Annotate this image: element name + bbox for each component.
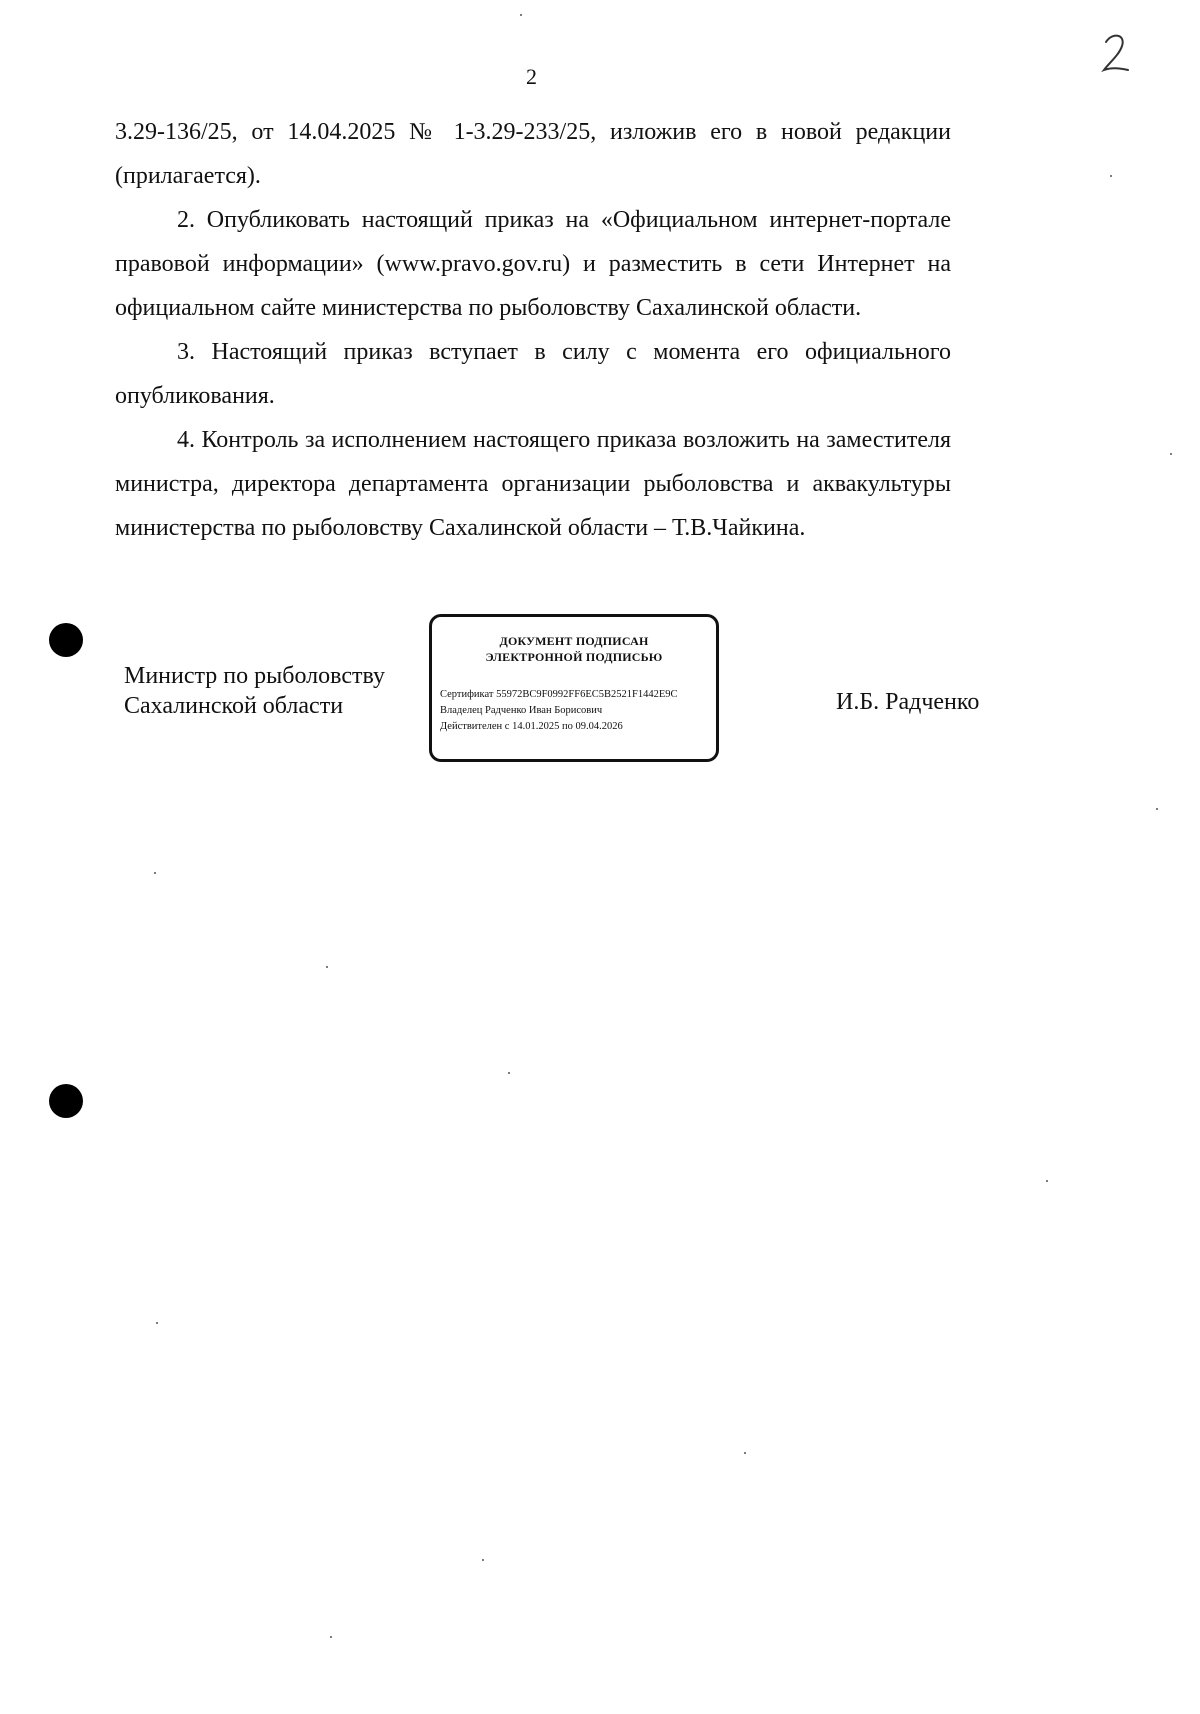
order-body-text: [115, 110, 951, 550]
scan-speck: [1156, 808, 1158, 810]
scan-speck: [1110, 175, 1112, 177]
scan-speck: [520, 14, 522, 16]
stamp-heading: [432, 633, 716, 665]
minister-title-line-2: Сахалинской области: [124, 693, 344, 719]
scan-speck: [482, 1559, 484, 1561]
stamp-owner: Владелец Радченко Иван Борисович: [440, 705, 603, 716]
paragraph-publication: 2. Опубликовать настоящий приказ на «Официальном интернет-портале правовой информации» (www.pravo.gov.ru) и разместить в сети Интернет на официальном сайте министерства по рыболовству Сахалинской области.: [115, 207, 951, 321]
scan-speck: [156, 1322, 158, 1324]
hole-punch-upper: [49, 623, 83, 657]
paragraph-control: 4. Контроль за исполнением настоящего приказа возложить на заместителя министра, директора департамента организации рыболовства и аквакультуры министерства по рыболовству Сахалинской области – Т.В.Чайкина.: [115, 427, 951, 541]
paragraph-continuation: 3.29-136/25, от 14.04.2025 № 1-3.29-233/25, изложив его в новой редакции (прилагается).: [115, 119, 951, 189]
scan-speck: [330, 1636, 332, 1638]
signer-name: И.Б. Радченко: [836, 689, 980, 715]
scan-speck: [1170, 453, 1172, 455]
handwritten-page-mark: [1098, 30, 1134, 78]
scan-speck: [508, 1072, 510, 1074]
scan-speck: [1046, 1180, 1048, 1182]
minister-title: [124, 661, 385, 721]
electronic-signature-stamp: [429, 614, 719, 762]
hole-punch-lower: [49, 1084, 83, 1118]
scan-speck: [326, 966, 328, 968]
stamp-certificate: Сертификат 55972BC9F0992FF6EC5B2521F1442E9C: [440, 689, 678, 700]
stamp-heading-line-1: ДОКУМЕНТ ПОДПИСАН: [499, 634, 649, 648]
page-number: 2: [526, 64, 537, 89]
scan-speck: [154, 872, 156, 874]
stamp-details: [432, 687, 716, 735]
stamp-heading-line-2: ЭЛЕКТРОННОЙ ПОДПИСЬЮ: [485, 650, 663, 664]
paragraph-effective-date: 3. Настоящий приказ вступает в силу с момента его официального опубликования.: [115, 339, 951, 409]
scan-speck: [744, 1452, 746, 1454]
minister-title-line-1: Министр по рыболовству: [124, 663, 385, 689]
stamp-validity: Действителен с 14.01.2025 по 09.04.2026: [440, 721, 623, 732]
